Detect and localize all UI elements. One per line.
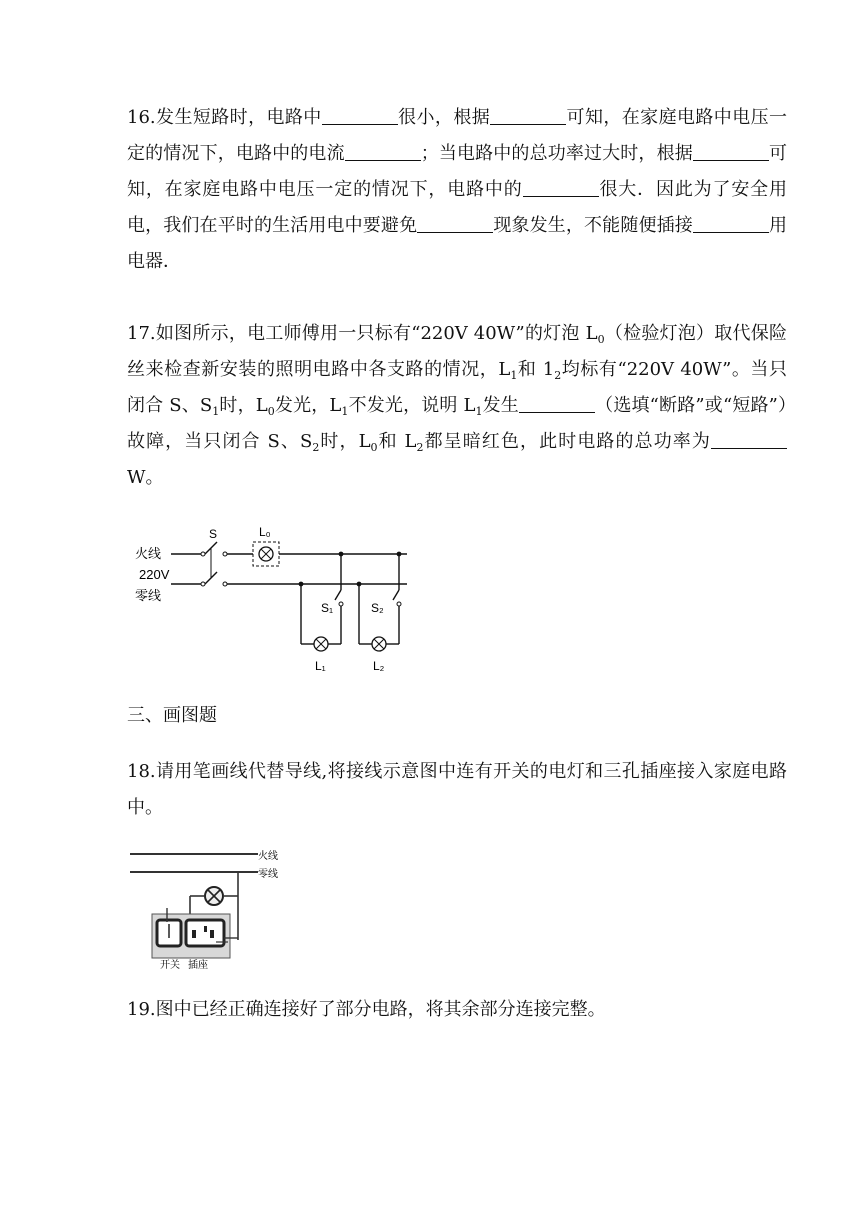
answer-blank[interactable] xyxy=(519,392,595,413)
q17-text: 不发光，说明 L xyxy=(348,395,476,416)
q16-text: ；当电路中的总功率过大时，根据 xyxy=(420,143,693,164)
subscript: 0 xyxy=(370,441,378,454)
socket-hole xyxy=(210,930,214,938)
q18-text: 请用笔画线代替导线,将接线示意图中连有开关的电灯和三孔插座接入家庭电路中。 xyxy=(127,761,787,818)
terminal xyxy=(397,602,401,606)
question-18 xyxy=(127,754,787,826)
section-heading: 三、画图题 xyxy=(127,705,217,726)
live-wire-label: 火线 xyxy=(258,851,278,862)
answer-blank[interactable] xyxy=(693,140,769,161)
answer-blank[interactable] xyxy=(490,104,566,125)
wiring-diagram-q18 xyxy=(130,842,290,970)
terminal xyxy=(339,602,343,606)
q17-text: 都呈暗红色，此时电路的总功率为 xyxy=(423,431,711,452)
q16-text: 用电器． xyxy=(127,215,788,272)
q17-text: 时，L xyxy=(219,395,268,416)
q17-text: 发生 xyxy=(482,395,519,416)
q17-text: 和 1 xyxy=(517,359,555,380)
switch-s1-blade xyxy=(335,590,341,600)
question-17 xyxy=(127,316,787,496)
q16-text: 很小，根据 xyxy=(397,107,491,128)
q17-text: 均标有“220V 40W”。当只闭合 S、S xyxy=(127,359,787,416)
terminal xyxy=(201,552,205,556)
switch-s2-blade xyxy=(393,590,399,600)
subscript: 0 xyxy=(267,405,275,418)
lamp-l1-label: L₁ xyxy=(315,659,326,673)
subscript: 1 xyxy=(475,405,483,418)
subscript: 1 xyxy=(341,405,349,418)
answer-blank[interactable] xyxy=(417,212,493,233)
question-number: 17. xyxy=(127,323,156,344)
answer-blank[interactable] xyxy=(322,104,398,125)
subscript: 1 xyxy=(212,405,220,418)
q16-text: 发生短路时，电路中 xyxy=(155,107,322,128)
switch-s-label: S xyxy=(209,527,218,541)
circuit-diagram-q17 xyxy=(135,522,415,678)
subscript: 2 xyxy=(554,369,562,382)
switch-s2-label: S₂ xyxy=(371,601,384,615)
lamp-l2-label: L₂ xyxy=(373,659,385,673)
question-16 xyxy=(127,100,787,280)
terminal xyxy=(223,552,227,556)
q17-text: 时，L xyxy=(319,431,371,452)
q16-text: 可知，在家庭电路中电压一定的情况下，电路中的 xyxy=(127,143,788,200)
switch-s1-label: S₁ xyxy=(321,601,334,615)
subscript: 2 xyxy=(312,441,320,454)
question-number: 16. xyxy=(127,107,156,128)
q17-text: （检验灯泡）取代保险丝来检查新安装的照明电路中各支路的情况，L xyxy=(127,323,787,380)
question-number: 19. xyxy=(127,999,156,1020)
neutral-wire-label: 零线 xyxy=(135,588,162,603)
voltage-label: 220V xyxy=(139,567,170,582)
q17-text: 和 L xyxy=(377,431,417,452)
q17-text: 如图所示，电工师傅用一只标有“220V 40W”的灯泡 L xyxy=(155,323,598,344)
q17-text: （选填“断路”或“短路”）故障，当只闭合 S、S xyxy=(127,395,788,452)
q16-text: 现象发生，不能随便插接 xyxy=(493,215,693,236)
lamp-l0-label: L₀ xyxy=(259,525,271,539)
switch-label: 开关 xyxy=(160,960,180,970)
answer-blank[interactable] xyxy=(693,212,769,233)
answer-blank[interactable] xyxy=(345,140,421,161)
socket-label: 插座 xyxy=(188,960,208,970)
neutral-wire-label: 零线 xyxy=(258,869,278,880)
live-wire-label: 火线 xyxy=(135,546,162,561)
q17-text: 发光，L xyxy=(274,395,342,416)
terminal xyxy=(223,582,227,586)
q17-text: W。 xyxy=(127,467,164,488)
question-19 xyxy=(127,992,787,1028)
terminal xyxy=(201,582,205,586)
q19-text: 图中已经正确连接好了部分电路，将其余部分连接完整。 xyxy=(155,999,606,1020)
socket-hole xyxy=(192,930,196,938)
subscript: 2 xyxy=(416,441,424,454)
answer-blank[interactable] xyxy=(711,428,787,449)
answer-blank[interactable] xyxy=(523,176,599,197)
q16-text: 可知，在家庭电路中电压一定的情况下，电路中的电流 xyxy=(127,107,788,164)
subscript: 1 xyxy=(510,369,518,382)
socket-hole xyxy=(204,926,207,932)
subscript: 0 xyxy=(597,333,605,346)
question-number: 18. xyxy=(127,761,156,782)
q16-text: 很大．因此为了安全用电，我们在平时的生活用电中要避免 xyxy=(127,179,788,236)
